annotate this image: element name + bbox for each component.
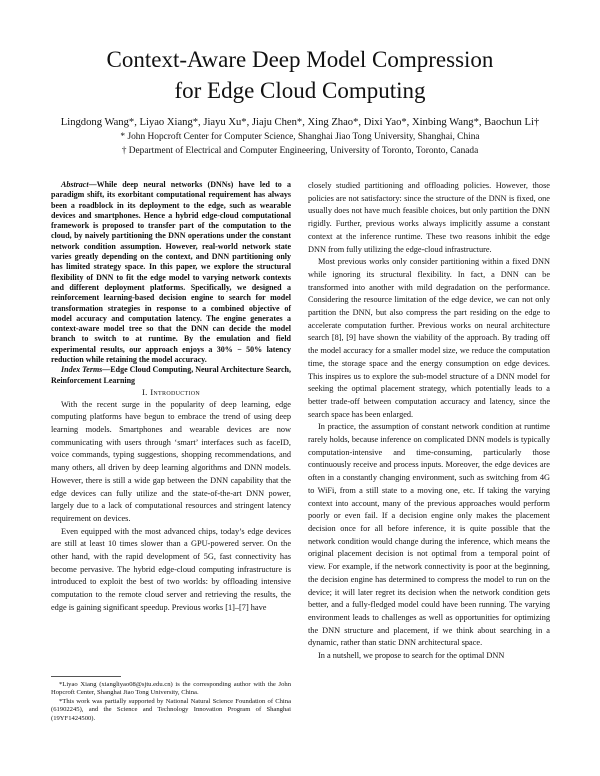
- right-paragraph-2: Most previous works only consider partitioning within a fixed DNN while ignoring its structural flexibility. In fact, a DNN can be transformed into another with mild degradation on the performance. Considering the resource limitation of the edge device, we can not only partition the DNN, but also compress the part residing on the edge to accelerate computation further. Previous works on neural architecture search [8], [9] have shown the viability of the approach. By trading off the model accuracy for a smaller model size, we reduce the computation time, the storage space and the energy consumption on edge devices. This inspires us to explore the sub-model structure of a DNN model for seeking the optimal placement strategy, which potentially leads to a better trade-off between computation accuracy and latency, since the search space has been enlarged.: [308, 257, 550, 419]
- intro-paragraph-1: With the recent surge in the popularity of deep learning, edge computing platforms have begun to embrace the trend of using deep learning models. Smartphones and wearable devices are now communicating with users through ‘smart’ interfaces such as faceID, voice commands, typing suggestions, shopping recommendations, and many others, all driven by deep learning algorithms and DNN models. However, there is still a wide gap between the DNN capability that the edge devices can fully utilize and the state-of-the-art DNN power, largely due to a lack of computational resources and stringent latency requirement on devices.: [51, 399, 291, 523]
- footnote-rule: [51, 676, 121, 677]
- footnote-funding: *This work was partially supported by National Natural Science Foundation of China (61902245), and the Science and Technology Innovation Program of Shanghai (19YF1424500).: [51, 697, 291, 722]
- abstract-text: —While deep neural networks (DNNs) have led to a paradigm shift, its exorbitant computational requirement has always been a roadblock in its deployment to the edge, such as wearable devices and smartphones. Hence a hybrid edge-cloud computational framework is proposed to transfer part of the computation to the cloud, by naively partitioning the DNN operations under the constant network condition assumption. However, real-world network state varies greatly depending on the context, and DNN partitioning only has limited strategy space. In this paper, we explore the structural flexibility of DNN to fit the edge model to varying network contexts and different deployment platforms. Specifically, we designed a reinforcement learning-based decision engine to search for model transformation strategies in response to a combined objective of model accuracy and computation latency. The engine generates a context-aware model tree so that the DNN can decide the model branch to switch to at runtime. By the emulation and field experimental results, our approach enjoys a 30% − 50% latency reduction while retaining the model accuracy.: [51, 180, 291, 365]
- title-line-2: for Edge Cloud Computing: [174, 78, 426, 103]
- section-heading-introduction: [51, 386, 291, 399]
- index-terms-text: —Edge Cloud Computing, Neural Architecture Search, Reinforcement Learning: [51, 365, 292, 385]
- left-column: [51, 180, 291, 615]
- index-terms-label: Index Terms: [61, 365, 103, 375]
- section-title-text: Introduction: [150, 386, 201, 397]
- paper-title: [0, 44, 600, 106]
- author-list: Lingdong Wang*, Liyao Xiang*, Jiayu Xu*, Jiaju Chen*, Xing Zhao*, Dixi Yao*, Xinbing Wang*, Baochun Li†: [60, 117, 540, 128]
- section-number: I.: [141, 386, 148, 397]
- abstract: [51, 180, 291, 365]
- abstract-label: Abstract: [61, 180, 89, 189]
- right-column: [308, 180, 550, 663]
- affiliation-toronto: † Department of Electrical and Computer Engineering, University of Toronto, Toronto, Canada: [121, 146, 479, 156]
- right-paragraph-4: In a nutshell, we propose to search for the optimal DNN: [318, 651, 505, 661]
- title-line-1: Context-Aware Deep Model Compression: [106, 47, 494, 72]
- footnote-corresponding-author: *Liyao Xiang (xiangliyao08@sjtu.edu.cn) is the corresponding author with the John Hopcroft Center, Shanghai Jiao Tong University, China.: [51, 681, 291, 697]
- affiliation-sjtu: * John Hopcroft Center for Computer Science, Shanghai Jiao Tong University, Shanghai, China: [120, 132, 480, 142]
- right-paragraph-1: closely studied partitioning and offloading policies. However, those policies are not satisfactory: since the structure of the DNN is fixed, one usually does not have much feasible choices, but only partition the DNN rigidly. Further, previous works always implicitly assume a constant context at the inference runtime. These two reasons inhibit the edge DNN from fully utilizing the edge-cloud infrastructure.: [308, 181, 550, 254]
- index-terms: [51, 365, 291, 386]
- intro-paragraph-2: Even equipped with the most advanced chips, today’s edge devices are still at least 10 times slower than a GPU-powered server. On the other hand, with the rapid development of 5G, fast connectivity has become pervasive. The hybrid edge-cloud computing infrastructure is introduced to exploit the best of two worlds: by offloading intensive computation to the remote cloud server and retrieving the results, the edge is gaining significant speedup. Previous works [1]–[7] have: [51, 526, 291, 612]
- right-paragraph-3: In practice, the assumption of constant network condition at runtime rarely holds, because inference on complicated DNN models is typically computation-intensive and time-consuming, particularly those continuously receive and process inputs. Moreover, the edge devices are often in a constantly changing environment, such as switching from 4G to WiFi, from a still state to a moving one, etc. If taking the varying context into account, many of the previous approaches would perform poorly or even fail. If a decision engine only makes the placement decision once for all before inference, it is quite possible that the network condition would change during the inference, which means the original placement decision is not optimal from a temporal point of view. For example, if the network connectivity is poor at the beginning, the decision engine has determined to compress the model to run on the device; it will later regret its decision when the network condition gets better, and a fully-fledged model could have been running. The varying environment leads to challenges as well as opportunities for optimizing the DNN structure and placement, if we think about searching in a dynamic, rather than static DNN architectural space.: [308, 422, 550, 648]
- footnotes: [51, 676, 291, 723]
